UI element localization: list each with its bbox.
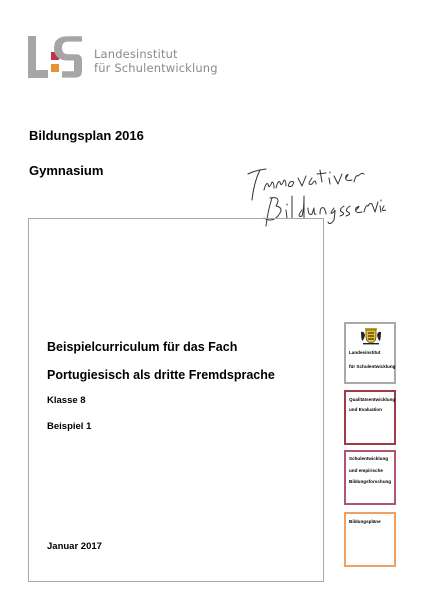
subject-title xyxy=(47,333,275,389)
box-qe-line-1: Qualitätsentwicklung xyxy=(349,397,396,402)
box-landesinstitut-line-1: Landesinstitut xyxy=(349,350,381,355)
subject-title-line-1: Beispielcurriculum für das Fach xyxy=(47,340,238,354)
lfs-logo-text xyxy=(94,47,218,75)
box-landesinstitut-line-2: für Schulentwicklung xyxy=(349,364,396,369)
box-se-line-3: Bildungsforschung xyxy=(349,479,392,484)
example-label: Beispiel 1 xyxy=(47,421,92,432)
plan-title: Bildungsplan 2016 xyxy=(29,128,144,143)
sidebar-box-landesinstitut xyxy=(344,322,396,384)
lfs-logo xyxy=(26,34,226,80)
box-se-line-2: und empirische xyxy=(349,468,383,473)
coat-of-arms-icon xyxy=(360,327,382,345)
logo-line-2: für Schulentwicklung xyxy=(94,61,218,75)
sidebar-box-bildungsplaene xyxy=(344,512,396,567)
lfs-logo-mark-icon xyxy=(26,34,86,80)
grade-label: Klasse 8 xyxy=(47,395,86,406)
box-se-line-1: Schulentwicklung xyxy=(349,456,389,461)
box-bp-line-1: Bildungspläne xyxy=(349,519,381,524)
publication-date: Januar 2017 xyxy=(47,541,102,552)
main-content-frame xyxy=(28,218,324,582)
sidebar-box-schulentwicklung xyxy=(344,450,396,505)
sidebar-box-qualitaetsentwicklung xyxy=(344,390,396,445)
box-qe-line-2: und Evaluation xyxy=(349,407,382,412)
subject-title-line-2: Portugiesisch als dritte Fremdsprache xyxy=(47,368,275,382)
school-type: Gymnasium xyxy=(29,163,104,178)
logo-line-1: Landesinstitut xyxy=(94,47,178,61)
